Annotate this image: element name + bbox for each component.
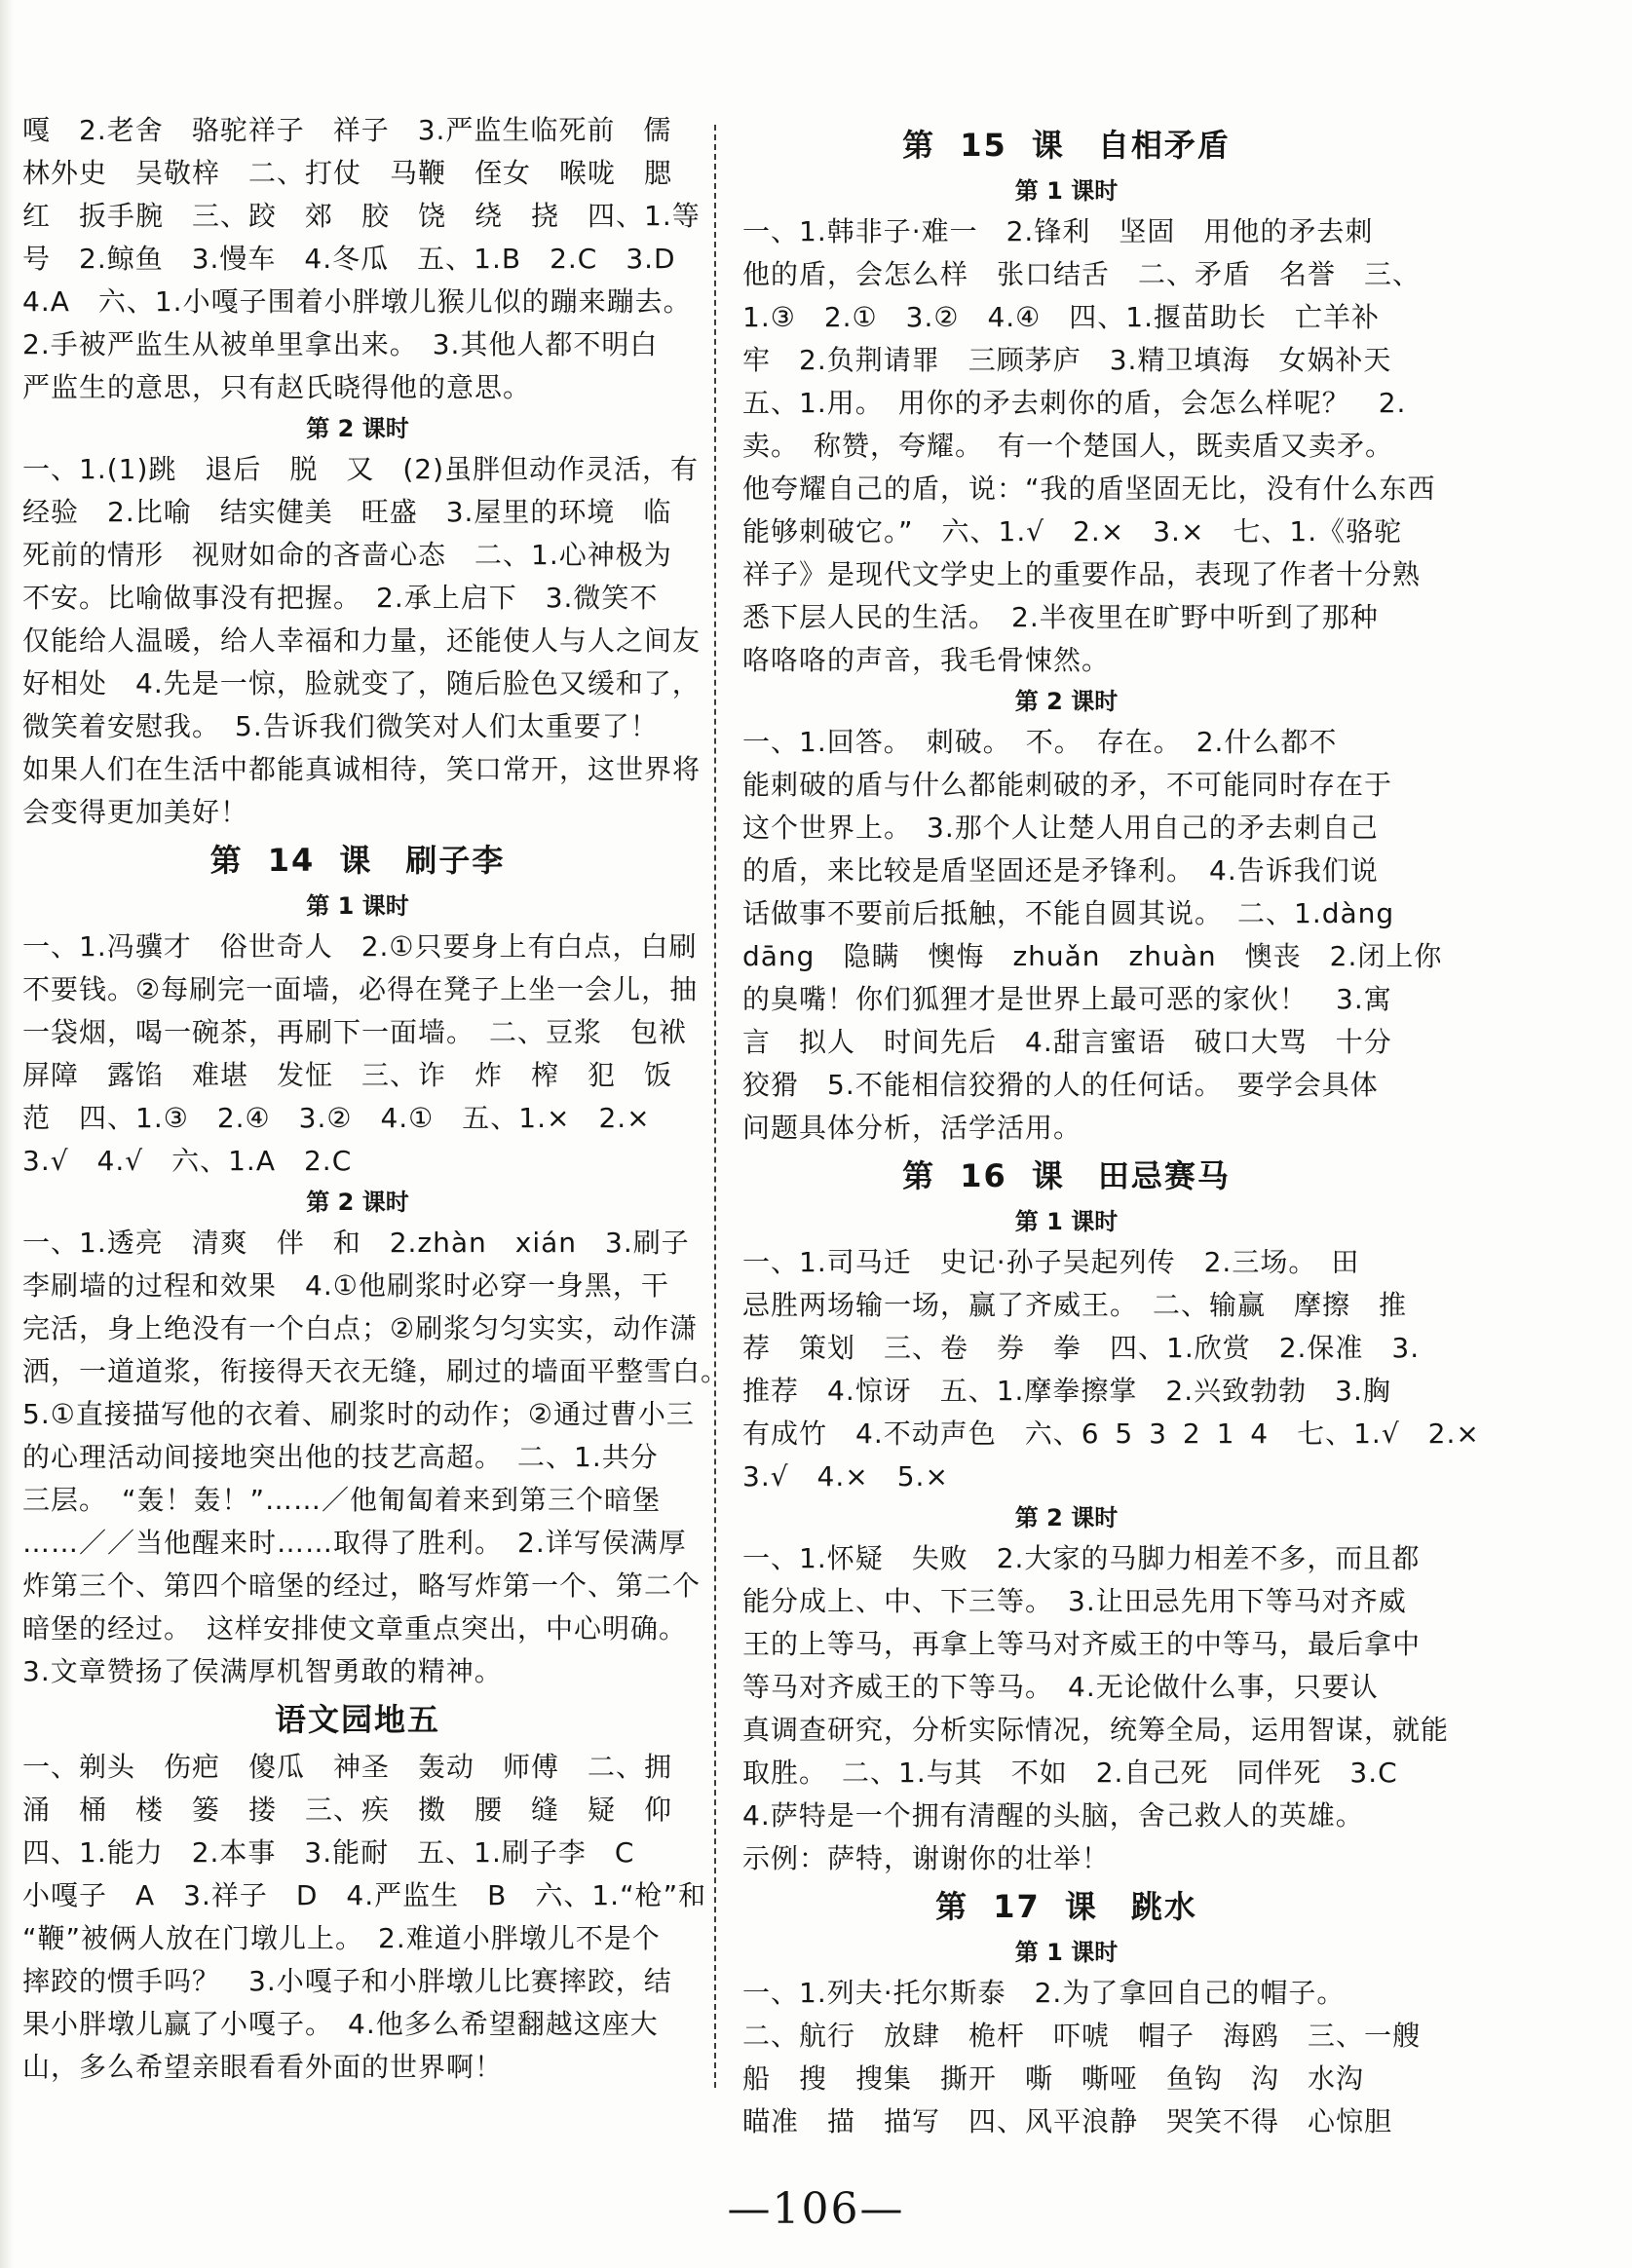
text-line: 的心理活动间接地突出他的技艺高超。 二、1.共分 (22, 1441, 659, 1473)
lesson-title: 第 16 课 田忌赛马 (902, 1157, 1231, 1194)
text-line: 五、1.用。 用你的矛去刺你的盾，会怎么样呢？ 2. (742, 387, 1407, 419)
text-line: 山，多么希望亲眼看看外面的世界啊！ (22, 2051, 504, 2083)
text-line: 2.手被严监生从被单里拿出来。 3.其他人都不明白 (22, 328, 659, 360)
text-line: “鞭”被俩人放在门墩儿上。 2.难道小胖墩儿不是个 (22, 1922, 661, 1954)
text-line: 瞄准 描 描写 四、风平浪静 哭笑不得 心惊胆 (742, 2105, 1393, 2137)
session-heading: 第 2 课时 (306, 1189, 409, 1216)
text-line: 的臭嘴！你们狐狸才是世界上最可恶的家伙！ 3.寓 (742, 983, 1392, 1015)
session-heading: 第 1 课时 (1014, 1939, 1119, 1966)
text-line: 悉下层人民的生活。 2.半夜里在旷野中听到了那种 (742, 601, 1379, 633)
text-line: 李刷墙的过程和效果 4.①他刷浆时必穿一身黑，干 (22, 1269, 669, 1302)
text-line: 卖。 称赞，夸耀。 有一个楚国人，既卖盾又卖矛。 (742, 430, 1394, 462)
text-line: 他夸耀自己的盾，说：“我的盾坚固无比，没有什么东西 (742, 472, 1436, 505)
text-line: 真调查研究，分析实际情况，统筹全局，运用智谋，就能 (742, 1714, 1450, 1746)
lesson-title: 第 17 课 跳水 (935, 1888, 1197, 1925)
text-line: 一袋烟，喝一碗茶，再刷下一面墙。 二、豆浆 包袱 (22, 1016, 688, 1048)
text-line: 摔跤的惯手吗？ 3.小嘎子和小胖墩儿比赛摔跤，结 (22, 1965, 672, 1997)
text-line: 这个世界上。 3.那个人让楚人用自己的矛去刺自己 (742, 812, 1379, 844)
text-line: 4.萨特是一个拥有清醒的头脑，舍己救人的英雄。 (742, 1799, 1364, 1832)
text-line: 一、1.韩非子·难一 2.锋利 坚固 用他的矛去刺 (742, 215, 1374, 247)
column-divider (714, 125, 716, 2088)
session-heading: 第 1 课时 (1014, 177, 1119, 205)
text-line: 3.文章赞扬了侯满厚机智勇敢的精神。 (22, 1655, 503, 1687)
lesson16-session1-answers (742, 1241, 1480, 1498)
text-line: 四、1.能力 2.本事 3.能耐 五、1.刷子李 C (22, 1836, 635, 1869)
text-line: 死前的情形 视财如命的吝啬心态 二、1.心神极为 (22, 539, 672, 571)
text-line: 荐 策划 三、卷 券 拳 四、1.欣赏 2.保准 3. (742, 1332, 1421, 1364)
page-binding-shadow (0, 0, 14, 2268)
session-heading: 第 2 课时 (1014, 688, 1119, 715)
text-line: 会变得更加美好！ (22, 796, 249, 828)
text-line: 3.√ 4.√ 六、1.A 2.C (22, 1145, 353, 1177)
text-line: 炸第三个、第四个暗堡的经过，略写炸第一个、第二个 (22, 1569, 702, 1602)
text-line: 5.①直接描写他的衣着、刷浆时的动作；②通过曹小三 (22, 1398, 695, 1430)
text-line: 仅能给人温暖，给人幸福和力量，还能使人与人之间友 (22, 624, 702, 657)
text-line: 取胜。 二、1.与其 不如 2.自己死 同伴死 3.C (742, 1757, 1398, 1789)
text-line: 完活，身上绝没有一个白点；②刷浆匀匀实实，动作潇 (22, 1312, 699, 1344)
text-line: 不安。比喻做事没有把握。 2.承上启下 3.微笑不 (22, 582, 659, 614)
text-line: 1.③ 2.① 3.② 4.④ 四、1.揠苗助长 亡羊补 (742, 301, 1380, 333)
text-line: 红 扳手腕 三、跤 郊 胶 饶 绕 挠 四、1.等 (22, 200, 701, 232)
text-line: 问题具体分析，活学活用。 (742, 1112, 1082, 1144)
text-line: 能刺破的盾与什么都能刺破的矛，不可能同时存在于 (742, 769, 1393, 801)
text-line: 不要钱。②每刷完一面墙，必得在凳子上坐一会儿，抽 (22, 973, 699, 1005)
text-line: 一、1.冯骥才 俗世奇人 2.①只要身上有白点，白刷 (22, 930, 698, 963)
text-line: 能分成上、中、下三等。 3.让田忌先用下等马对齐威 (742, 1585, 1407, 1617)
text-line: 3.√ 4.× 5.× (742, 1460, 949, 1493)
text-line: 果小胖墩儿赢了小嘎子。 4.他多么希望翻越这座大 (22, 2008, 659, 2040)
text-line: 范 四、1.③ 2.④ 3.② 4.① 五、1.× 2.× (22, 1102, 651, 1134)
text-line: 一、1.透亮 清爽 伴 和 2.zhàn xián 3.刷子 (22, 1227, 690, 1259)
text-line: 二、航行 放肆 桅杆 吓唬 帽子 海鸥 三、一艘 (742, 2020, 1422, 2052)
text-line: 示例：萨特，谢谢你的壮举！ (742, 1842, 1111, 1874)
text-line: 王的上等马，再拿上等马对齐威王的中等马，最后拿中 (742, 1628, 1422, 1660)
lesson16-session2-answers (742, 1537, 1450, 1880)
text-line: 经验 2.比喻 结实健美 旺盛 3.屋里的环境 临 (22, 496, 672, 528)
text-line: 一、1.(1)跳 退后 脱 又 (2)虽胖但动作灵活，有 (22, 453, 700, 485)
text-line: 林外史 吴敬梓 二、打仗 马鞭 侄女 喉咙 腮 (22, 157, 673, 189)
text-line: 嘎 2.老舍 骆驼祥子 祥子 3.严监生临死前 儒 (22, 114, 672, 146)
right-column (742, 119, 1480, 2143)
text-line: 号 2.鲸鱼 3.慢车 4.冬瓜 五、1.B 2.C 3.D (22, 243, 676, 275)
text-line: 忌胜两场输一场，赢了齐威王。 二、输赢 摩擦 推 (742, 1289, 1408, 1321)
text-line: 言 拟人 时间先后 4.甜言蜜语 破口大骂 十分 (742, 1026, 1392, 1058)
text-line: 一、1.怀疑 失败 2.大家的马脚力相差不多，而且都 (742, 1542, 1421, 1574)
text-line: 祥子》是现代文学史上的重要作品，表现了作者十分熟 (742, 558, 1422, 590)
lesson15-session1-answers (742, 210, 1436, 682)
session-heading: 第 2 课时 (306, 415, 409, 442)
garden-answers (22, 1746, 707, 2089)
text-line: 好相处 4.先是一惊，脸就变了，随后脸色又缓和了， (22, 667, 701, 699)
text-line: 狡猾 5.不能相信狡猾的人的任何话。 要学会具体 (742, 1069, 1379, 1101)
lesson14-session2-answers (22, 1222, 730, 1693)
text-line: 话做事不要前后抵触，不能自圆其说。 二、1.dàng (742, 897, 1395, 929)
text-line: 一、1.司马迁 史记·孙子吴起列传 2.三场。 田 (742, 1246, 1360, 1278)
session-heading: 第 1 课时 (1014, 1208, 1119, 1235)
text-line: 一、1.回答。 刺破。 不。 存在。 2.什么都不 (742, 726, 1338, 758)
text-line: 牢 2.负荆请罪 三顾茅庐 3.精卫填海 女娲补天 (742, 344, 1392, 376)
text-line: 等马对齐威王的下等马。 4.无论做什么事，只要认 (742, 1671, 1379, 1703)
text-line: 小嘎子 A 3.祥子 D 4.严监生 B 六、1.“枪”和 (22, 1879, 707, 1911)
text-line: 的盾，来比较是盾坚固还是矛锋利。 4.告诉我们说 (742, 854, 1379, 887)
lesson-title: 语文园地五 (274, 1701, 440, 1738)
text-line: 如果人们在生活中都能真诚相待，笑口常开，这世界将 (22, 753, 702, 785)
lesson-title: 第 14 课 刷子李 (209, 842, 506, 879)
text-line: 涌 桶 楼 篓 搂 三、疾 擞 腰 缝 疑 仰 (22, 1794, 673, 1826)
text-line: 推荐 4.惊讶 五、1.摩拳擦掌 2.兴致勃勃 3.胸 (742, 1375, 1391, 1407)
lesson-title: 第 15 课 自相矛盾 (902, 127, 1231, 164)
text-line: 他的盾，会怎么样 张口结舌 二、矛盾 名誉 三、 (742, 258, 1422, 290)
text-line: 咯咯咯的声音，我毛骨悚然。 (742, 644, 1111, 676)
lesson14-session1-answers (22, 926, 699, 1183)
text-line: 屏障 露馅 难堪 发怔 三、诈 炸 榨 犯 饭 (22, 1059, 673, 1091)
text-line: 暗堡的经过。 这样安排使文章重点突出，中心明确。 (22, 1612, 688, 1644)
session-heading: 第 1 课时 (306, 892, 409, 920)
left-column (22, 109, 730, 2089)
page-number: —106— (727, 2184, 905, 2234)
lesson15-session2-answers (742, 721, 1443, 1150)
text-line: 船 搜 搜集 撕开 嘶 嘶哑 鱼钩 沟 水沟 (742, 2062, 1365, 2095)
text-line: dāng 隐瞒 懊悔 zhuǎn zhuàn 懊丧 2.闭上你 (742, 940, 1443, 972)
text-line: 4.A 六、1.小嘎子围着小胖墩儿猴儿似的蹦来蹦去。 (22, 285, 692, 318)
text-line: 三层。 “轰！轰！”……／他匍匐着来到第三个暗堡 (22, 1484, 662, 1516)
intro-session2-answers (22, 448, 702, 834)
lesson17-session1-answers (742, 1972, 1422, 2143)
text-line: 微笑着安慰我。 5.告诉我们微笑对人们太重要了！ (22, 710, 659, 742)
text-line: 能够刺破它。” 六、1.√ 2.× 3.× 七、1.《骆驼 (742, 515, 1403, 548)
intro-answers (22, 109, 701, 409)
text-line: 严监生的意思，只有赵氏晓得他的意思。 (22, 371, 532, 403)
text-line: ……／／当他醒来时……取得了胜利。 2.详写侯满厚 (22, 1527, 687, 1559)
session-heading: 第 2 课时 (1014, 1504, 1119, 1531)
text-line: 洒，一道道浆，衔接得天衣无缝，刷过的墙面平整雪白。 (22, 1355, 730, 1387)
text-line: 一、1.列夫·托尔斯泰 2.为了拿回自己的帽子。 (742, 1977, 1346, 2009)
text-line: 一、剃头 伤疤 傻瓜 神圣 轰动 师傅 二、拥 (22, 1751, 673, 1783)
text-line: 有成竹 4.不动声色 六、6 5 3 2 1 4 七、1.√ 2.× (742, 1418, 1480, 1450)
